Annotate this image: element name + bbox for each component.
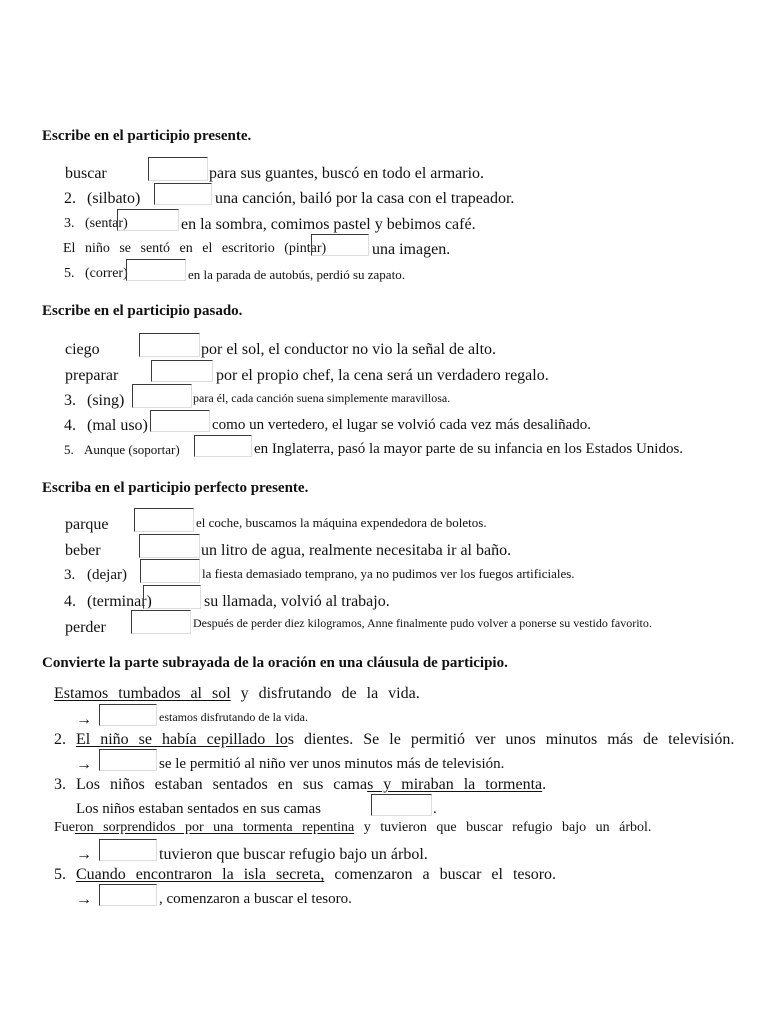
exercise-text: la fiesta demasiado temprano, ya no pudimos ver los fuegos artificiales. [202,566,575,581]
arrow-icon: → [76,846,92,863]
answer-text: . [433,801,437,817]
underlined-phrase: ron sorprendidos por una tormenta repentina [75,820,355,835]
exercise-cue: El niño se sentó en el escritorio (pintar) [63,241,327,256]
arrow-icon: → [76,711,92,728]
answer-blank[interactable] [311,234,369,256]
sentence-rest: . [542,776,547,793]
exercise-text: para sus guantes, buscó en todo el armario. [209,165,485,182]
exercise-sentence [76,732,734,748]
sentence-rest: s dientes. Se le permitió ver unos minutos más de televisión. [287,731,735,748]
section-heading-perfect-participle: Escriba en el participio perfecto presente. [42,480,309,496]
answer-blank[interactable] [140,559,200,583]
exercise-text: el coche, buscamos la máquina expendedora de boletos. [196,515,487,530]
answer-blank[interactable] [131,610,191,634]
answer-blank[interactable] [148,157,208,181]
exercise-number: 4. [64,593,76,610]
exercise-text: en la parada de autobús, perdió su zapato. [188,267,405,282]
answer-prefix: Los niños estaban sentados en sus camas [76,801,321,817]
exercise-sentence [76,867,556,883]
answer-blank[interactable] [126,259,186,281]
answer-blank[interactable] [150,410,210,432]
exercise-number: 3. [64,216,75,231]
exercise-number: 3. [64,392,76,409]
answer-blank[interactable] [99,704,157,726]
exercise-text: un litro de agua, realmente necesitaba ir al baño. [201,542,512,559]
exercise-cue: (dejar) [87,567,127,583]
exercise-text: una imagen. [372,241,451,258]
exercise-number: 3. [64,567,76,583]
exercise-text: una canción, bailó por la casa con el trapeador. [215,190,515,207]
answer-blank[interactable] [139,333,200,357]
exercise-text: por el propio chef, la cena será un verdadero regalo. [216,367,549,384]
exercise-cue: parque [65,516,109,533]
answer-blank[interactable] [194,435,252,457]
exercise-cue: Aunque (soportar) [84,442,180,457]
exercise-cue: perder [65,619,106,636]
exercise-text: Después de perder diez kilogramos, Anne finalmente pudo volver a ponerse su vestido favorito. [193,616,652,630]
sentence-rest: y disfrutando de la vida. [230,685,420,702]
exercise-text: su llamada, volvió al trabajo. [204,593,390,610]
answer-blank[interactable] [99,749,157,771]
exercise-sentence [76,777,546,793]
exercise-number: 5. [54,866,66,883]
answer-blank[interactable] [117,209,179,231]
exercise-cue: (sentar) [85,216,128,231]
answer-blank[interactable] [371,794,432,816]
answer-blank[interactable] [143,585,201,609]
exercise-cue: buscar [65,165,107,182]
sentence-rest: comenzaron a buscar el tesoro. [324,866,557,883]
answer-blank[interactable] [151,360,213,382]
exercise-text: por el sol, el conductor no vio la señal de alto. [201,341,497,358]
underlined-phrase: Cuando encontraron la isla secreta, [76,866,325,883]
exercise-cue: preparar [65,367,119,384]
exercise-number: 3. [54,776,66,793]
answer-text: se le permitió al niño ver unos minutos más de televisión. [159,756,505,772]
underlined-phrase: s y miraban la tormenta [367,776,543,793]
answer-text: estamos disfrutando de la vida. [159,710,308,724]
answer-blank[interactable] [134,508,194,532]
sentence-rest: y tuvieron que buscar refugio bajo un árbol. [354,820,652,835]
exercise-sentence [54,686,420,702]
exercise-cue: (silbato) [87,190,141,207]
section-heading-present-participle: Escribe en el participio presente. [42,128,252,144]
underlined-phrase: El niño se había cepillado lo [76,731,288,748]
arrow-icon: → [76,756,92,773]
section-heading-participle-clause: Convierte la parte subrayada de la oración en una cláusula de participio. [42,655,508,671]
exercise-text: para él, cada canción suena simplemente maravillosa. [193,391,451,405]
sentence-start: Fue [54,820,75,835]
exercise-cue: (sing) [87,392,125,409]
answer-blank[interactable] [99,839,157,861]
exercise-cue: (mal uso) [87,417,148,434]
answer-blank[interactable] [139,534,200,558]
answer-blank[interactable] [99,884,157,906]
answer-blank[interactable] [132,384,192,408]
exercise-text: como un vertedero, el lugar se volvió cada vez más desaliñado. [212,417,592,433]
exercise-cue: (terminar) [87,593,152,610]
exercise-sentence [54,821,651,835]
exercise-number: 5. [64,266,75,281]
exercise-cue: ciego [65,341,100,358]
exercise-number: 4. [64,417,76,434]
answer-text: tuvieron que buscar refugio bajo un árbol. [159,846,428,863]
exercise-cue: beber [65,542,101,559]
section-heading-past-participle: Escribe en el participio pasado. [42,303,243,319]
exercise-text: en Inglaterra, pasó la mayor parte de su infancia en los Estados Unidos. [254,441,684,457]
exercise-number: 5. [64,442,74,457]
arrow-icon: → [76,891,92,908]
underlined-phrase: Estamos tumbados al sol [54,685,231,702]
answer-text: , comenzaron a buscar el tesoro. [159,891,352,907]
answer-blank[interactable] [154,183,212,205]
exercise-text: en la sombra, comimos pastel y bebimos café. [181,216,476,233]
exercise-number: 2. [64,190,76,207]
exercise-cue: (correr) [85,266,128,281]
exercise-number: 2. [54,731,66,748]
sentence-start: Los niños estaban sentados en sus cama [76,776,368,793]
